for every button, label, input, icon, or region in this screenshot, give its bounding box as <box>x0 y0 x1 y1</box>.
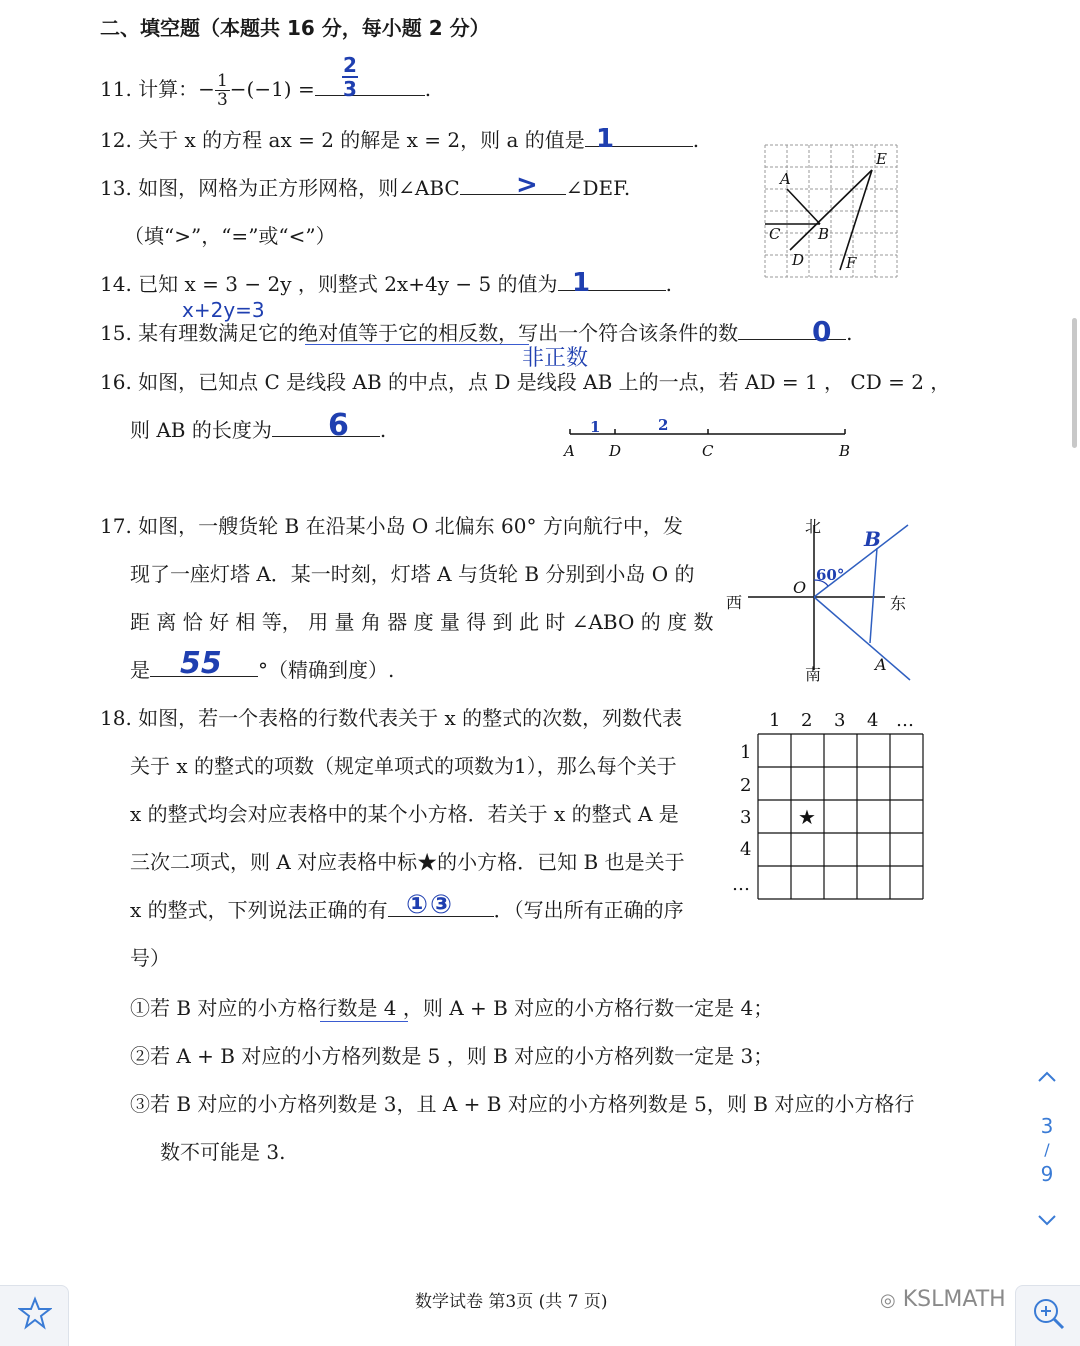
handwritten-answer-12: 1 <box>596 124 615 154</box>
col-head-1: 1 <box>769 710 781 731</box>
col-head-3: 3 <box>834 710 846 731</box>
question-18-line2: 关于 x 的整式的项数（规定单项式的项数为1），那么每个关于 <box>130 754 677 778</box>
section-header: 二、填空题（本题共 16 分，每小题 2 分） <box>100 16 490 40</box>
question-13-note: （填“>”，“=”或“<”） <box>124 224 336 248</box>
label-c: C <box>769 225 781 243</box>
question-17-line1: 17. 如图，一艘货轮 B 在沿某小岛 O 北偏东 60° 方向航行中，发 <box>100 514 683 538</box>
seg-label-a: A <box>564 442 575 460</box>
row-head-1: 1 <box>740 742 752 763</box>
handwritten-answer-16: 6 <box>328 408 349 443</box>
handwritten-answer-14: 1 <box>572 268 591 298</box>
col-head-2: 2 <box>801 710 813 731</box>
label-e: E <box>876 150 887 168</box>
question-14: 14. 已知 x = 3 − 2y ，则整式 2x+4y − 5 的值为 . <box>100 272 672 296</box>
question-15: 15. 某有理数满足它的绝对值等于它的相反数，写出一个符合该条件的数 . <box>100 321 853 345</box>
option-1: ①若 B 对应的小方格行数是 4 ，则 A + B 对应的小方格行数一定是 4； <box>130 996 774 1020</box>
page-footer: 数学试卷 第3页 (共 7 页) <box>415 1292 608 1312</box>
star-cell: ★ <box>798 805 816 829</box>
row-head-4: 4 <box>740 839 752 860</box>
label-b: B <box>818 225 830 243</box>
handwritten-answer-17: 55 <box>180 646 222 681</box>
point-b: B <box>864 527 881 551</box>
compass-south: 南 <box>805 665 822 684</box>
label-d: D <box>792 251 805 269</box>
wechat-icon: ◎ <box>880 1290 896 1311</box>
angle-label: 60° <box>816 566 845 584</box>
answer-blank <box>315 77 425 96</box>
question-17-line4: 是 °（精确到度）. <box>130 658 395 682</box>
point-a: A <box>875 655 887 674</box>
fraction: $\frac{1}{3}$ <box>216 71 228 110</box>
col-head-more: … <box>896 710 914 731</box>
label-f: F <box>846 254 857 272</box>
favorite-button[interactable] <box>0 1285 69 1346</box>
compass-east: 东 <box>890 594 907 613</box>
page-indicator: 3 / 9 <box>1040 1114 1054 1186</box>
watermark: ◎ KSLMATH <box>880 1287 1006 1312</box>
question-18-line5: x 的整式，下列说法正确的有 ．（写出所有正确的序 <box>130 898 684 922</box>
compass-west: 西 <box>726 593 743 612</box>
option-3-line1: ③若 B 对应的小方格列数是 3，且 A + B 对应的小方格列数是 5，则 B 对应的小方格行 <box>130 1092 915 1116</box>
row-head-3: 3 <box>740 807 752 828</box>
table-figure <box>728 706 928 906</box>
chevron-up-icon <box>1036 1069 1058 1083</box>
point-o: O <box>793 578 807 597</box>
zoom-button[interactable] <box>1015 1285 1080 1346</box>
seg-label-c: C <box>702 442 714 460</box>
seg-label-b: B <box>839 442 851 460</box>
handwritten-note-14: x+2y=3 <box>182 298 265 322</box>
compass-figure <box>720 510 920 690</box>
prev-page-button[interactable] <box>1032 1064 1062 1088</box>
question-18-line6: 号） <box>130 946 170 970</box>
label-a: A <box>780 170 791 188</box>
question-16-line2: 则 AB 的长度为 . <box>130 418 387 442</box>
star-icon <box>18 1296 52 1330</box>
segment-figure <box>560 412 860 464</box>
seg-mark-dc: 2 <box>658 416 669 434</box>
handwritten-answer-11: 2 3 <box>343 53 357 101</box>
scrollbar[interactable] <box>1072 318 1077 448</box>
question-16-line1: 16. 如图，已知点 C 是线段 AB 的中点，点 D 是线段 AB 上的一点，若 AD = 1 ， CD = 2 ， <box>100 370 951 394</box>
question-11: 11. 计算：− $\frac{1}{3}$ −(−1) = . <box>100 71 432 110</box>
question-18-line4: 三次二项式，则 A 对应表格中标★的小方格．已知 B 也是关于 <box>130 850 685 874</box>
compass-north: 北 <box>805 517 822 536</box>
angle-grid-figure <box>760 140 905 282</box>
question-18-line1: 18. 如图，若一个表格的行数代表关于 x 的整式的次数，列数代表 <box>100 706 683 730</box>
handwritten-answer-13: > <box>516 170 538 200</box>
chevron-down-icon <box>1036 1213 1058 1227</box>
col-head-4: 4 <box>867 710 879 731</box>
handwritten-answer-18: ①③ <box>406 890 455 920</box>
question-17-line2: 现了一座灯塔 A．某一时刻，灯塔 A 与货轮 B 分别到小岛 O 的 <box>130 562 695 586</box>
question-17-line3: 距 离 恰 好 相 等， 用 量 角 器 度 量 得 到 此 时 ∠ABO 的 度 数 <box>130 610 714 634</box>
row-head-more: … <box>732 874 750 895</box>
question-18-line3: x 的整式均会对应表格中的某个小方格．若关于 x 的整式 A 是 <box>130 802 679 826</box>
question-12: 12. 关于 x 的方程 ax = 2 的解是 x = 2，则 a 的值是 . <box>100 128 700 152</box>
seg-mark-ad: 1 <box>590 418 601 436</box>
handwritten-note-15: 非正数 <box>522 346 589 371</box>
zoom-in-icon <box>1031 1296 1067 1332</box>
handwritten-underline <box>305 344 529 345</box>
option-2: ②若 A + B 对应的小方格列数是 5 ，则 B 对应的小方格列数一定是 3； <box>130 1044 774 1068</box>
question-13: 13. 如图，网格为正方形网格，则∠ABC ∠DEF. <box>100 176 631 200</box>
option-3-line2: 数不可能是 3. <box>160 1140 286 1164</box>
row-head-2: 2 <box>740 775 752 796</box>
handwritten-underline <box>320 1021 408 1022</box>
handwritten-answer-15: 0 <box>812 315 832 348</box>
next-page-button[interactable] <box>1032 1208 1062 1232</box>
seg-label-d: D <box>609 442 622 460</box>
